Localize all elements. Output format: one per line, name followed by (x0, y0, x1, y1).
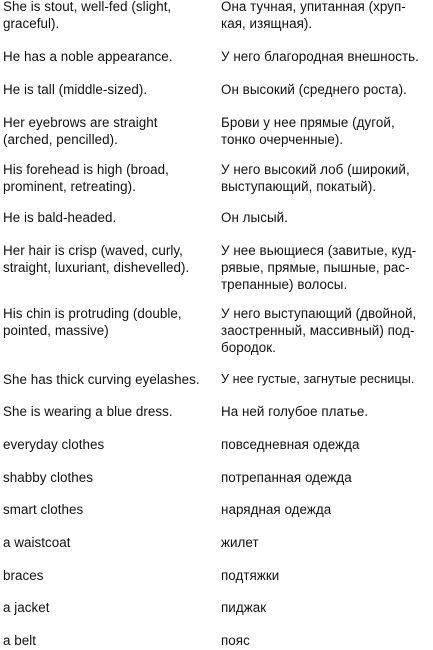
russian-translation: Он высокий (среднего роста). (221, 82, 407, 97)
english-phrase: She has thick curving eyelashes. (3, 372, 200, 387)
english-phrase: a waistcoat (3, 535, 71, 550)
russian-translation: У него выступающий (двойной, заостренный, массивный) под- бородок. (221, 306, 417, 355)
russian-translation: Брови у нее прямые (дугой, тонко очерченные). (221, 115, 395, 147)
english-phrase: Her hair is crisp (waved, curly, straight, luxuriant, dishevelled). (3, 243, 190, 275)
english-phrase: He is bald-headed. (3, 210, 117, 225)
english-phrase: a jacket (3, 600, 50, 615)
russian-translation: жилет (221, 535, 259, 550)
russian-translation: нарядная одежда (221, 502, 332, 517)
russian-translation: пиджак (221, 600, 267, 615)
english-phrase: everyday clothes (3, 437, 105, 452)
english-phrase: She is wearing a blue dress. (3, 404, 173, 419)
english-phrase: Her eyebrows are straight (arched, pencilled). (3, 115, 158, 147)
russian-translation: подтяжки (221, 568, 280, 583)
russian-translation: потрепанная одежда (221, 470, 352, 485)
russian-translation: повседневная одежда (221, 437, 360, 452)
english-phrase: His forehead is high (broad, prominent, retreating). (3, 162, 169, 194)
english-phrase: smart clothes (3, 502, 84, 517)
russian-translation: У него благородная внешность. (221, 49, 419, 64)
english-phrase: He has a noble appearance. (3, 49, 173, 64)
russian-translation: У нее густые, загнутые ресницы. (221, 372, 415, 386)
english-phrase: She is stout, well-fed (slight, graceful). (3, 0, 172, 31)
russian-translation: На ней голубое платье. (221, 404, 369, 419)
english-phrase: His chin is protruding (double, pointed, massive) (3, 306, 182, 338)
russian-translation: Он лысый. (221, 210, 288, 225)
english-phrase: braces (3, 568, 44, 583)
russian-translation: У него высокий лоб (широкий, выступающий, покатый). (221, 162, 410, 194)
russian-translation: Она тучная, упитанная (хруп- кая, изящная). (221, 0, 406, 31)
english-phrase: a belt (3, 633, 37, 648)
english-phrase: shabby clothes (3, 470, 94, 485)
russian-translation: У нее вьющиеся (завитые, куд- рявые, прямые, пышные, рас- трепанные) волосы. (221, 243, 417, 292)
english-phrase: He is tall (middle-sized). (3, 82, 148, 97)
russian-translation: пояс (221, 633, 250, 648)
